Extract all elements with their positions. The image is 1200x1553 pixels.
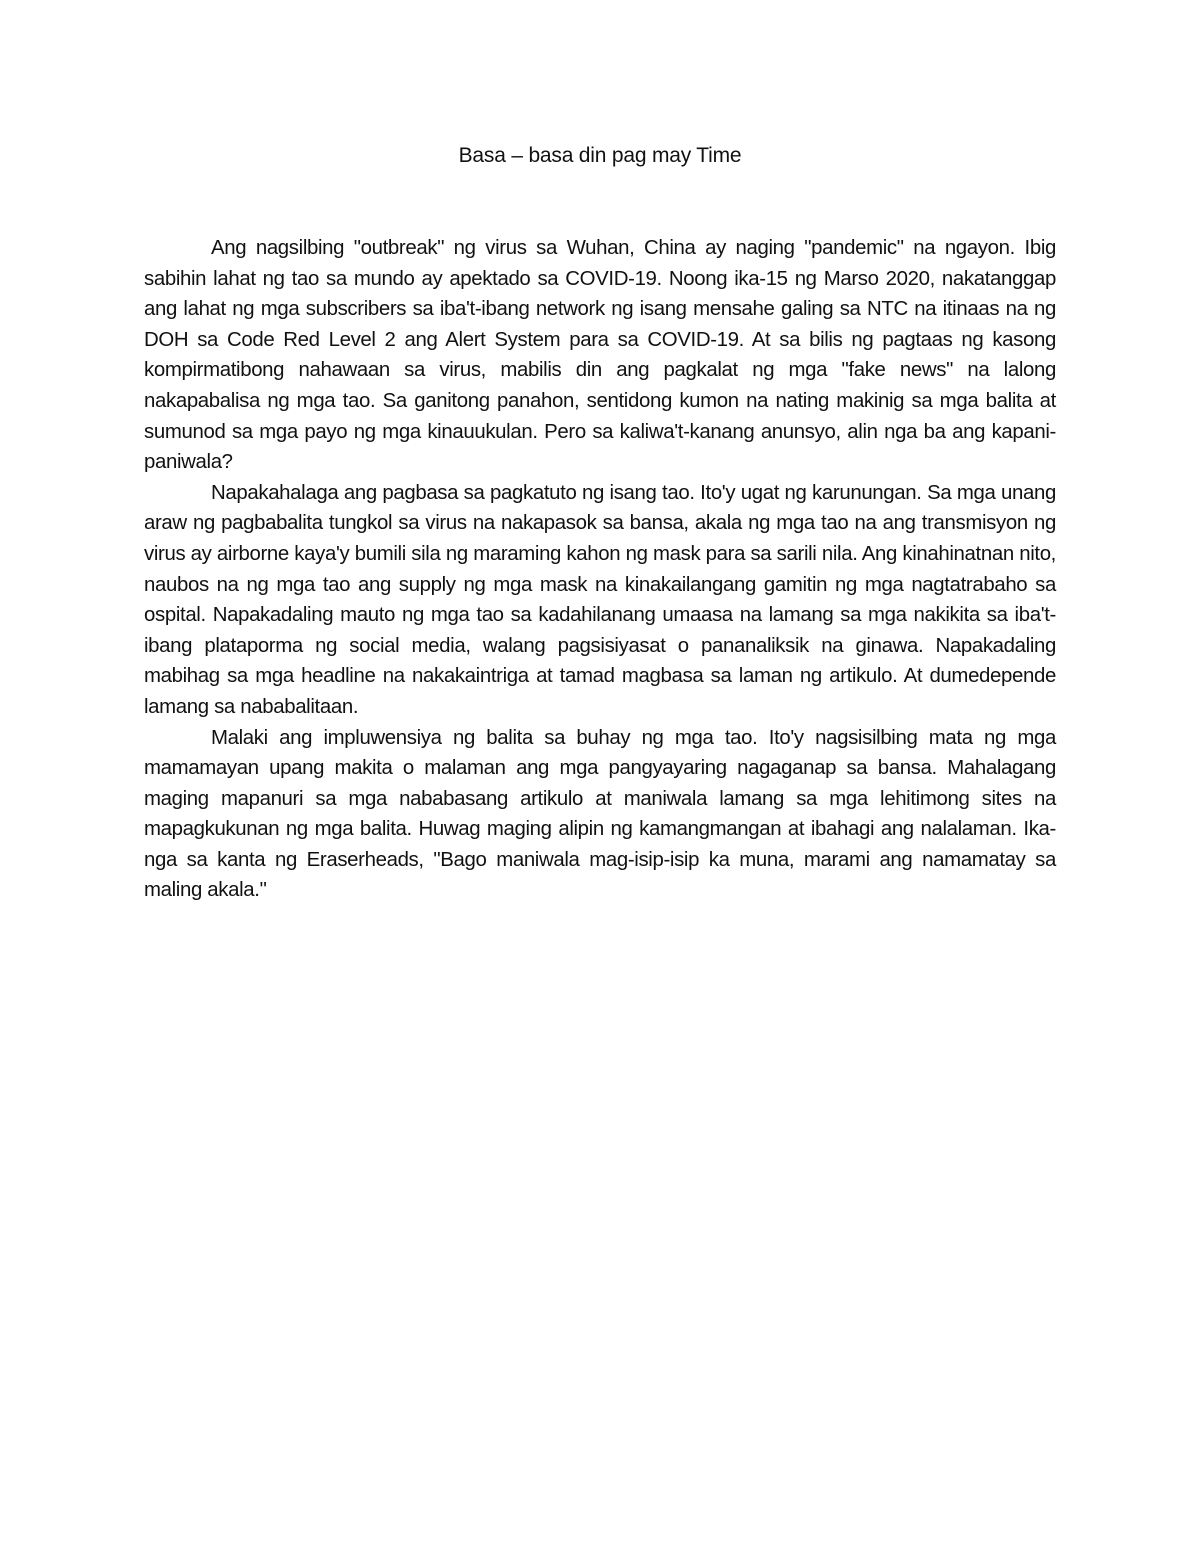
paragraph: Ang nagsilbing "outbreak" ng virus sa Wuhan, China ay naging "pandemic" na ngayon. Ibig sabihin lahat ng tao sa mundo ay apektado sa COVID-19. Noong ika-15 ng Marso 2020, nakatanggap ang lahat ng mga subscribers sa iba't-ibang network ng isang mensahe galing sa NTC na itinaas na ng DOH sa Code Red Level 2 ang Alert System para sa COVID-19. At sa bilis ng pagtaas ng kasong kompirmatibong nahawaan sa virus, mabilis din ang pagkalat ng mga "fake news" na lalong nakapabalisa ng mga tao. Sa ganitong panahon, sentidong kumon na nating makinig sa mga balita at sumunod sa mga payo ng mga kinauukulan. Pero sa kaliwa't-kanang anunsyo, alin nga ba ang kapani-paniwala? (144, 237, 1056, 474)
paragraph: Malaki ang impluwensiya ng balita sa buhay ng mga tao. Ito'y nagsisilbing mata ng mga mamamayan upang makita o malaman ang mga pangyayaring nagaganap sa bansa. Mahalagang maging mapanuri sa mga nababasang artikulo at maniwala lamang sa mga lehitimong sites na mapagkukunan ng mga balita. Huwag maging alipin ng kamangmangan at ibahagi ang nalalaman. Ika-nga sa kanta ng Eraserheads, "Bago maniwala mag-isip-isip ka muna, marami ang namamatay sa maling akala." (144, 726, 1056, 902)
paragraph: Napakahalaga ang pagbasa sa pagkatuto ng isang tao. Ito'y ugat ng karunungan. Sa mga unang araw ng pagbabalita tungkol sa virus na nakapasok sa bansa, akala ng mga tao na ang transmisyon ng virus ay airborne kaya'y bumili sila ng maraming kahon ng mask para sa sarili nila. Ang kinahinatnan nito, naubos na ng mga tao ang supply ng mga mask na kinakailangang gamitin ng mga nagtatrabaho sa ospital. Napakadaling mauto ng mga tao sa kadahilanang umaasa na lamang sa mga nakikita sa iba't-ibang plataporma ng social media, walang pagsisiyasat o pananaliksik na ginawa. Napakadaling mabihag sa mga headline na nakakaintriga at tamad magbasa sa laman ng artikulo. At dumedepende lamang sa nababalitaan. (144, 481, 1056, 718)
document-body (144, 233, 1056, 906)
document-title: Basa – basa din pag may Time (458, 144, 742, 167)
